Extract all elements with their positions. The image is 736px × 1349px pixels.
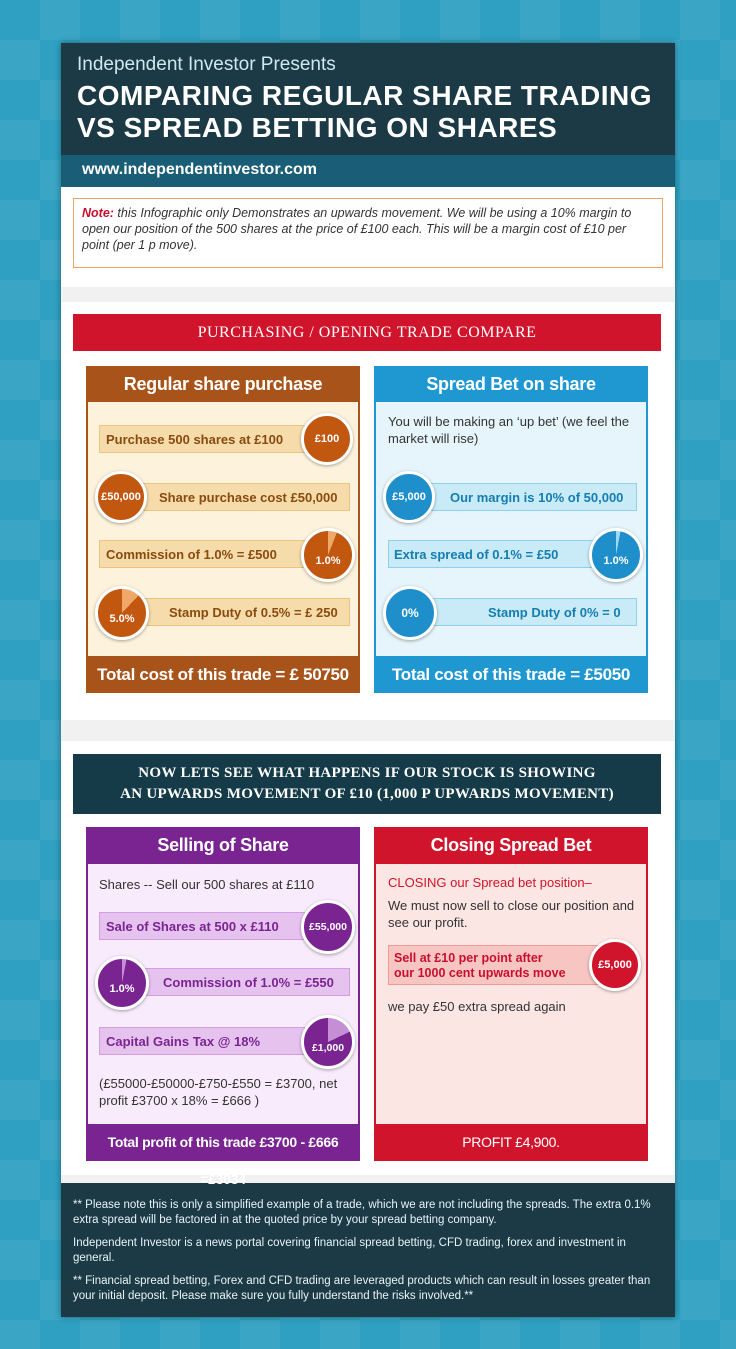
spread-row-extra-spread: Extra spread of 0.1% = £50 xyxy=(388,540,600,568)
close-spread-heading: Closing Spread Bet xyxy=(374,827,648,864)
note-box xyxy=(73,198,663,268)
note-text: this Infographic only Demonstrates an upwards movement. We will be using a 10% margin to open our position of the 500 shares at the price of £100 each. This will be a margin cost of £10 per point (per 1 p move). xyxy=(82,206,632,252)
closing-banner-line1: NOW LETS SEE WHAT HAPPENS IF OUR STOCK IS SHOWING xyxy=(138,765,596,781)
close-spread-row-line1: Sell at £10 per point after xyxy=(394,951,543,965)
spread-heading: Spread Bet on share xyxy=(374,366,648,402)
badge-100-icon: £100 xyxy=(301,413,353,465)
close-spread-row xyxy=(388,945,600,985)
note-label: Note: xyxy=(82,206,114,220)
opening-banner: PURCHASING / OPENING TRADE COMPARE xyxy=(73,314,661,351)
pie-stamp-duty-icon: 5.0% xyxy=(95,586,149,640)
regular-heading: Regular share purchase xyxy=(86,366,360,402)
pie-spread-icon: 1.0% xyxy=(589,528,643,582)
close-spread-intro: We must now sell to close our position and see our profit. xyxy=(388,898,635,930)
pie-commission-icon: 1.0% xyxy=(301,528,355,582)
regular-row-stamp-duty: Stamp Duty of 0.5% = £ 250 xyxy=(140,598,350,626)
selling-heading: Selling of Share xyxy=(86,827,360,864)
closing-line: CLOSING our Spread bet position– xyxy=(388,875,592,890)
closing-banner-line2: AN UPWARDS MOVEMENT OF £10 (1,000 P UPWARDS MOVEMENT) xyxy=(120,786,614,802)
selling-intro: Shares -- Sell our 500 shares at £110 xyxy=(99,877,315,892)
badge-profit-5000-icon: £5,000 xyxy=(589,939,641,991)
selling-row-sale: Sale of Shares at 500 x £110 xyxy=(99,912,305,940)
selling-calculation: (£55000-£50000-£750-£550 = £3700, net profit £3700 x 18% = £666 ) xyxy=(99,1076,338,1108)
close-spread-row-line2: our 1000 cent upwards move xyxy=(394,966,566,980)
spread-intro: You will be making an ‘up bet’ (we feel the market will rise) xyxy=(388,414,630,446)
selling-total: Total profit of this trade £3700 - £666 =£3034 xyxy=(86,1124,360,1161)
pie-sell-commission-icon: 1.0% xyxy=(95,956,149,1010)
spread-total: Total cost of this trade = £5050 xyxy=(374,656,648,693)
spread-row-margin: Our margin is 10% of 50,000 xyxy=(425,483,637,511)
badge-55000-icon: £55,000 xyxy=(301,900,355,954)
regular-row-commission: Commission of 1.0% = £500 xyxy=(99,540,305,568)
presents-line: Independent Investor Presents xyxy=(77,54,336,75)
badge-50000-icon: £50,000 xyxy=(95,471,147,523)
regular-row-cost: Share purchase cost £50,000 xyxy=(140,483,350,511)
page-title: COMPARING REGULAR SHARE TRADING VS SPREAD BETTING ON SHARES xyxy=(77,80,652,143)
selling-row-commission: Commission of 1.0% = £550 xyxy=(140,968,350,996)
footer-disclaimer-2: ** Financial spread betting, Forex and CFD trading are leveraged products which can result in losses greater than your initial deposit. Please make sure you fully understand the risks involved.** xyxy=(73,1275,651,1302)
badge-zero-icon: 0% xyxy=(383,586,437,640)
profit-total: PROFIT £4,900. xyxy=(374,1124,648,1161)
site-url-link[interactable]: www.independentinvestor.com xyxy=(82,161,317,178)
selling-row-cgt: Capital Gains Tax @ 18% xyxy=(99,1027,305,1055)
closing-banner xyxy=(73,754,661,814)
footer-disclaimer-1: ** Please note this is only a simplified example of a trade, which we are not including the spreads. The extra 0.1% extra spread will be factored in at the quoted price by your spread betting company. xyxy=(73,1199,651,1226)
badge-5000-icon: £5,000 xyxy=(383,471,435,523)
pie-cgt-icon: £1,000 xyxy=(301,1015,355,1069)
regular-row-purchase: Purchase 500 shares at £100 xyxy=(99,425,305,453)
regular-total: Total cost of this trade = £ 50750 xyxy=(86,656,360,693)
close-spread-extra: we pay £50 extra spread again xyxy=(388,999,566,1014)
footer-about: Independent Investor is a news portal covering financial spread betting, CFD trading, forex and investment in general. xyxy=(73,1237,626,1264)
spread-row-stamp-duty: Stamp Duty of 0% = 0 xyxy=(425,598,637,626)
